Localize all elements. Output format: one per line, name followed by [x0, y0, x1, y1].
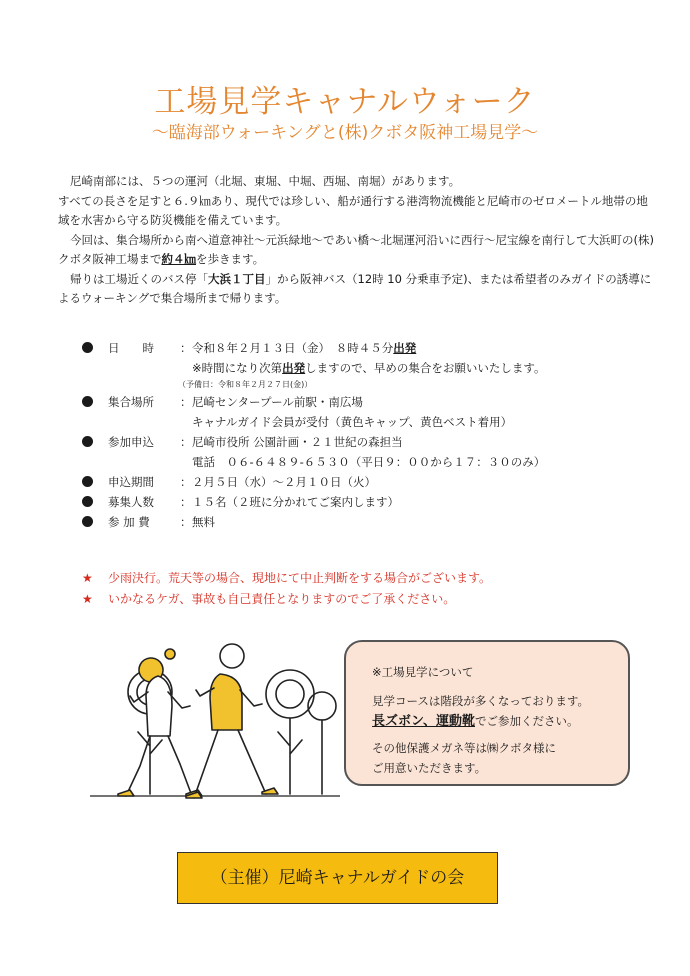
detail-value [192, 338, 642, 358]
detail-apply [82, 432, 642, 452]
datetime-value: 令和８年２月１３日（金） ８時４５分 [192, 341, 394, 355]
detail-label: 参加申込 [108, 435, 154, 449]
star-icon: ★ [82, 571, 93, 585]
datetime-departure: 出発 [393, 341, 417, 355]
note-heading: ※工場見学について [372, 665, 474, 679]
intro-route: 今回は、集合場所から南へ道意神社～元浜緑地～であい橋～北堀運河沿いに西行～尼宝線を南行して大浜町の(株)クボタ阪神工場まで [58, 232, 654, 266]
note-clothing-rest: でご参加ください。 [474, 714, 579, 728]
detail-colon: ： [180, 395, 192, 409]
tree-icon [308, 692, 336, 794]
intro-return-end: 」から阪神バス（12時 10 分乗車予定)、または希望者のみガイドの誘導によるウォーキングで集合場所まで帰ります。 [58, 271, 652, 305]
star-icon: ★ [82, 592, 93, 606]
detail-label: 募集人数 [108, 495, 154, 509]
detail-value: 尼崎センタープール前駅・南広場 [192, 395, 363, 409]
detail-capacity [82, 492, 642, 512]
detail-fee [82, 512, 642, 532]
note-clothing-emphasis: 長ズボン、運動靴 [372, 714, 475, 729]
intro-paragraph-1b: すべての長さを足すと６.９㎞あり、現代では珍しい、船が通行する港湾物流機能と尼崎市のゼロメートル地帯の地域を水害から守る防災機能を備えています。 [58, 193, 648, 227]
detail-colon: ： [180, 515, 192, 529]
detail-datetime [82, 338, 642, 358]
detail-label: 日 時 [108, 341, 154, 355]
datetime-note-a: ※時間になり次第 [192, 361, 283, 375]
detail-meeting [82, 392, 642, 412]
detail-period [82, 472, 642, 492]
meeting-sub: キャナルガイド会員が受付（黄色キャップ、黄色ベスト着用） [192, 415, 513, 429]
organizer-banner: （主催）尼崎キャナルガイドの会 [177, 852, 498, 904]
bullet-icon [82, 342, 93, 353]
event-details [82, 338, 642, 532]
detail-colon: ： [180, 495, 192, 509]
factory-tour-note [344, 640, 630, 786]
datetime-note [192, 358, 642, 378]
bullet-icon [82, 476, 93, 487]
warning-rain [82, 568, 642, 589]
detail-value: １５名（２班に分かれてご案内します） [192, 495, 399, 509]
walking-people-illustration [90, 636, 340, 820]
intro-return: 帰りは工場近くのバス停「 [70, 271, 208, 286]
note-line-stairs: 見学コースは階段が多くなっております。 [372, 694, 590, 708]
warning-text: いかなるケガ、事故も自己責任となりますのでご了承ください。 [108, 592, 456, 606]
detail-colon: ： [180, 435, 192, 449]
bullet-icon [82, 516, 93, 527]
detail-colon: ： [180, 341, 192, 355]
datetime-note-departure: 出発 [282, 361, 306, 375]
detail-label: 参 加 費 [108, 515, 150, 529]
bullet-icon [82, 496, 93, 507]
datetime-reserve-day: （予備日：令和８年２月２７日(金)） [178, 380, 313, 389]
note-line-glasses: その他保護メガネ等は㈱クボタ様に [372, 741, 556, 755]
datetime-note-c: しますので、早めの集合をお願いいたします。 [305, 361, 546, 375]
intro-paragraph-2 [58, 231, 658, 270]
tree-icon [266, 670, 314, 794]
intro-paragraph-1: 尼崎南部には、５つの運河（北堀、東堀、中堀、西堀、南堀）があります。 [70, 174, 461, 188]
detail-value: 無料 [192, 515, 215, 529]
page-subtitle: ～臨海部ウォーキングと(株)クボタ阪神工場見学～ [151, 123, 539, 143]
intro-text [58, 172, 658, 309]
detail-value: 尼崎市役所 公園計画・２１世紀の森担当 [192, 435, 403, 449]
warnings [82, 568, 642, 610]
detail-label: 集合場所 [108, 395, 154, 409]
woman-walker-icon [118, 649, 202, 796]
intro-distance: 約４㎞ [161, 252, 196, 266]
detail-label: 申込期間 [108, 475, 154, 489]
detail-value: ２月５日（水）～２月１０日（火） [192, 475, 376, 489]
bullet-icon [82, 436, 93, 447]
intro-paragraph-3 [58, 270, 658, 309]
detail-colon: ： [180, 475, 192, 489]
apply-phone: 電話 ０６-６４８９-６５３０（平日９：００から１７：３０のみ） [192, 455, 546, 469]
intro-route-end: を歩きます。 [196, 252, 265, 266]
warning-text: 少雨決行。荒天等の場合、現地にて中止判断をする場合がございます。 [108, 571, 492, 585]
intro-bus-stop: 大浜１丁目 [208, 271, 266, 286]
man-walker-icon [186, 644, 278, 798]
page-title: 工場見学キャナルウォーク [154, 84, 536, 120]
note-line-clothing [372, 711, 628, 732]
warning-responsibility [82, 589, 642, 610]
bullet-icon [82, 396, 93, 407]
note-line-provided: ご用意いただきます。 [372, 761, 487, 775]
